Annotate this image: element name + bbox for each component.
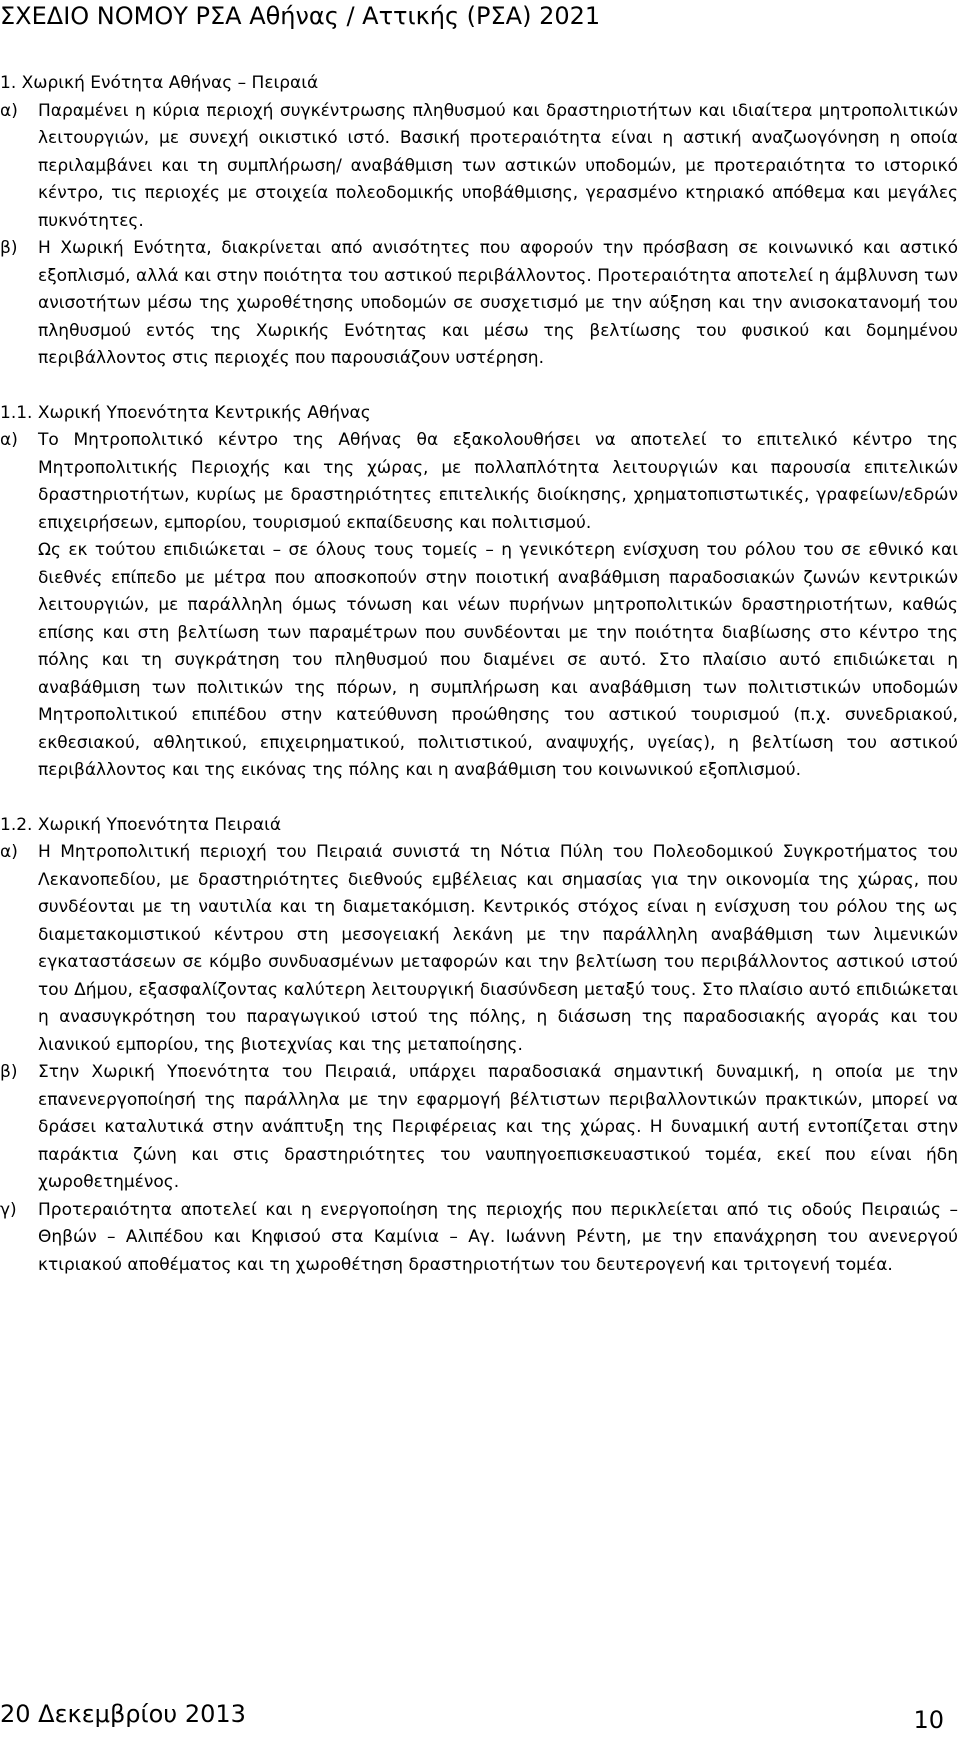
list-marker: α): [0, 430, 18, 450]
paragraph-1-2-b: [0, 1059, 958, 1197]
paragraph-text: Η Μητροπολιτική περιοχή του Πειραιά συνιστά τη Νότια Πύλη του Πολεοδομικού Συγκροτήματος του Λεκανοπεδίου, με δραστηριότητες διεθνούς εμβέλειας και σημασίας για την οικονομία της χώρας, που συνδέονται με τη ναυτιλία και τη διαμετακόμιση. Κεντρικός στόχος είναι η ενίσχυση του ρόλου της ως διαμετακομιστικού κέντρου στη μεσογειακή λεκάνη με την παράλληλη αναβάθμιση των λιμενικών εγκαταστάσεων σε κόμβο συνδυασμένων μεταφορών και την βελτίωση του περιβάλλοντος αστικού ιστού του Δήμου, εξασφαλίζοντας καλύτερη λειτουργική διασύνδεση μεταξύ τους. Στο πλαίσιο αυτό επιδιώκεται η ανασυγκρότηση του παραγωγικού ιστού της πόλης, η διάσωση της παραδοσιακής αγοράς και του λιανικού εμπορίου, της βιοτεχνίας και της μεταποίησης.: [38, 842, 958, 1055]
document-title: ΣΧΕΔΙΟ ΝΟΜΟΥ ΡΣΑ Αθήνας / Αττικής (ΡΣΑ) 2021: [0, 2, 601, 30]
list-marker: γ): [0, 1199, 17, 1220]
paragraph-1-1-a: [0, 427, 958, 537]
list-marker: α): [0, 100, 18, 121]
spacer: [0, 373, 958, 400]
paragraph-1-b: [0, 235, 958, 373]
paragraph-text: Προτεραιότητα αποτελεί και η ενεργοποίηση της περιοχής που περικλείεται από τις οδούς Πειραιώς – Θηβών – Αλιπέδου και Κηφισού στα Καμίνια – Αγ. Ιωάννη Ρέντη, με την επανάχρηση του ανενεργού κτιριακού αποθέματος και τη χωροθέτηση δραστηριοτήτων του δευτερογενή και τριτογενή τομέα.: [38, 1199, 958, 1275]
paragraph-1-a: [0, 98, 958, 236]
section-heading-1-2: 1.2. Χωρική Υποενότητα Πειραιά: [0, 814, 282, 835]
spacer: [0, 785, 958, 812]
paragraph-text: Η Χωρική Ενότητα, διακρίνεται από ανισότητες που αφορούν την πρόσβαση σε κοινωνικό και αστικό εξοπλισμό, αλλά και στην ποιότητα του αστικού περιβάλλοντος. Προτεραιότητα αποτελεί η άμβλυνση των ανισοτήτων μέσω της χωροθέτησης υποδομών σε συσχετισμό με την αύξηση και την ανισοκατανομή του πληθυσμού εντός της Χωρικής Ενότητας και μέσω της βελτίωσης του φυσικού και δομημένου περιβάλλοντος στις περιοχές που παρουσιάζουν υστέρηση.: [38, 238, 958, 368]
paragraph-text: Παραμένει η κύρια περιοχή συγκέντρωσης πληθυσμού και δραστηριοτήτων και ιδιαίτερα μητροπολιτικών λειτουργιών, με συνεχή οικιστικό ιστό. Βασική προτεραιότητα είναι η αστική αναζωογόνηση η οποία περιλαμβάνει και τη συμπλήρωση/ αναβάθμιση των αστικών υποδομών, με προτεραιότητα το ιστορικό κέντρο, τις περιοχές με στοιχεία πολεοδομικής υποβάθμισης, γερασμένο κτηριακό απόθεμα και μεγάλες πυκνότητες.: [38, 100, 958, 231]
paragraph-text: Στην Χωρική Υποενότητα του Πειραιά, υπάρχει παραδοσιακά σημαντική δυναμική, η οποία με την επανενεργοποίησή της παράλληλα με την εφαρμογή βέλτιστων περιβαλλοντικών πρακτικών, μπορεί να δράσει καταλυτικά στην ανάπτυξη της Περιφέρειας και της χώρας. Η δυναμική αυτή εντοπίζεται στην παράκτια ζώνη και στις δραστηριότητες του ναυπηγοεπισκευαστικού τομέα, εκεί που είναι ήδη χωροθετημένος.: [38, 1062, 958, 1192]
document-body: [0, 70, 958, 1279]
footer-date: 20 Δεκεμβρίου 2013: [0, 1700, 246, 1728]
section-heading-1: 1. Χωρική Ενότητα Αθήνας – Πειραιά: [0, 73, 319, 93]
section-heading-1-1: 1.1. Χωρική Υποενότητα Κεντρικής Αθήνας: [0, 402, 371, 423]
paragraph-1-1-a-continued: Ως εκ τούτου επιδιώκεται – σε όλους τους τομείς – η γενικότερη ενίσχυση του ρόλου του σε εθνικό και διεθνές επίπεδο με μέτρα που αποσκοπούν στην ποιοτική αναβάθμιση παραδοσιακών ζωνών κεντρικών λειτουργιών, με παράλληλη όμως τόνωση και νέων πυρήνων μητροπολιτικών δραστηριοτήτων, καθώς επίσης και στη βελτίωση των παραμέτρων που συνδέονται με την ποιότητα διαβίωσης στο κέντρο της πόλης και τη συγκράτηση του πληθυσμού που διαμένει σε αυτό. Στο πλαίσιο αυτό επιδιώκεται η αναβάθμιση των πολιτικών της πόρων, η συμπλήρωση και αναβάθμιση των πολιτιστικών υποδομών Μητροπολιτικού επιπέδου στην κατεύθυνση προώθησης του αστικού τουρισμού (π.χ. συνεδριακού, εκθεσιακού, αθλητικού, επιχειρηματικού, πολιτιστικού, αναψυχής, υγείας), η βελτίωση του αστικού περιβάλλοντος και της εικόνας της πόλης και η αναβάθμιση του κοινωνικού εξοπλισμού.: [38, 540, 958, 780]
page-number: 10: [913, 1706, 944, 1734]
paragraph-text: Το Μητροπολιτικό κέντρο της Αθήνας θα εξακολουθήσει να αποτελεί το επιτελικό κέντρο της Μητροπολιτικής Περιοχής και της χώρας, με πολλαπλότητα λειτουργιών και παρουσία επιτελικών δραστηριοτήτων, κυρίως με δραστηριότητες επιτελικής διοίκησης, χρηματοπιστωτικές, γραφείων/εδρών επιχειρήσεων, εμπορίου, τουρισμού εκπαίδευσης και πολιτισμού.: [38, 430, 958, 533]
paragraph-1-2-a: [0, 839, 958, 1059]
list-marker: α): [0, 842, 18, 862]
paragraph-1-2-c: [0, 1197, 958, 1280]
list-marker: β): [0, 1062, 18, 1082]
list-marker: β): [0, 238, 18, 258]
